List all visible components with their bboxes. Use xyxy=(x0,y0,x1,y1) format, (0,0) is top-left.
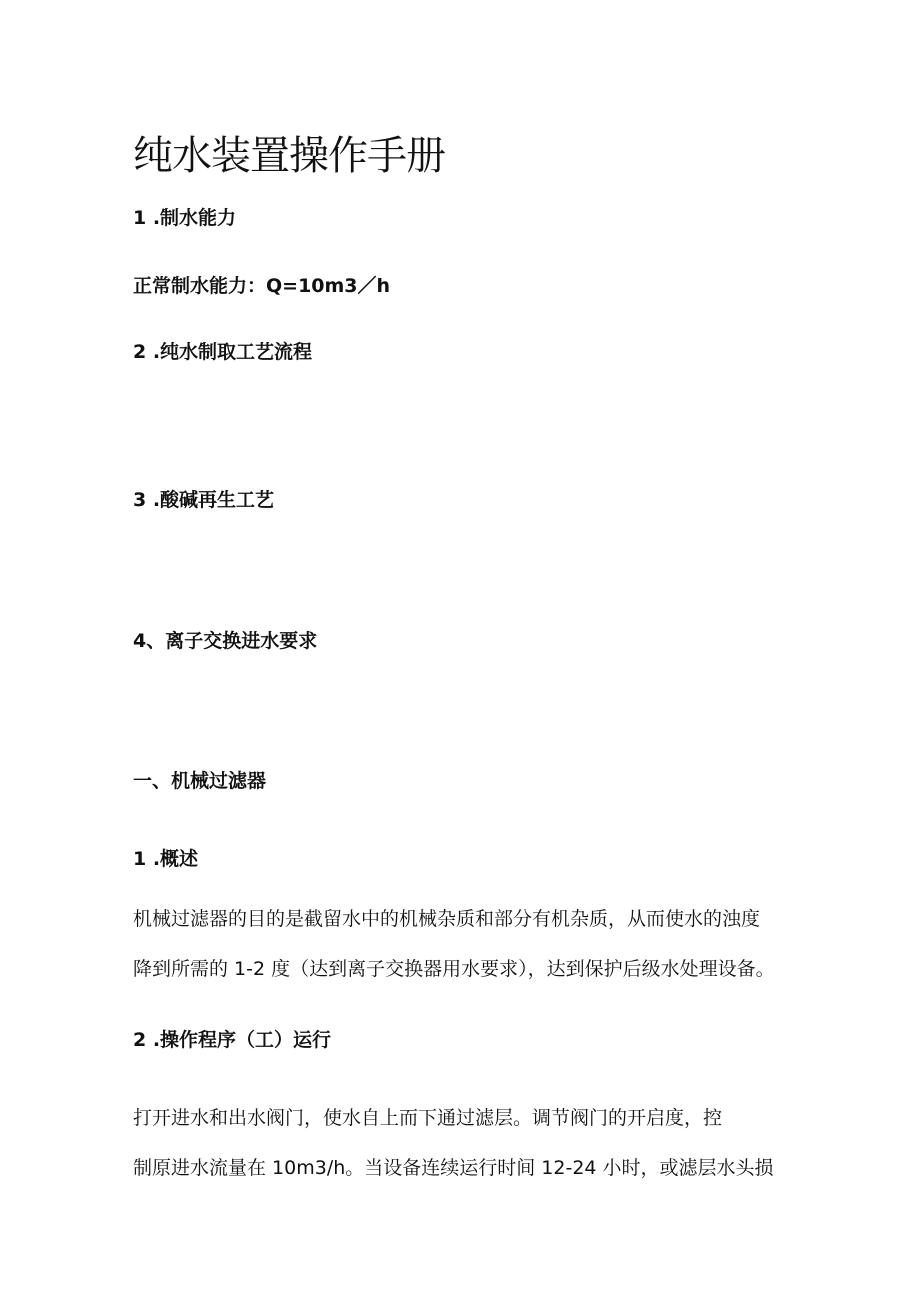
operation-paragraph-line-2: 制原进水流量在 10m3∕h。当设备连续运行时间 12-24 小时，或滤层水头损 xyxy=(133,1157,774,1179)
document-title: 纯水装置操作手册 xyxy=(133,133,445,179)
capacity-value: 正常制水能力：Q=10m3／h xyxy=(133,275,391,297)
section-heading-inlet-requirements: 4、离子交换进水要求 xyxy=(133,630,318,652)
section-heading-operation: 2 .操作程序（工）运行 xyxy=(133,1029,332,1051)
section-heading-overview: 1 .概述 xyxy=(133,848,199,870)
section-heading-process-flow: 2 .纯水制取工艺流程 xyxy=(133,341,313,363)
section-heading-capacity: 1 .制水能力 xyxy=(133,207,237,229)
chapter-heading-mechanical-filter: 一、机械过滤器 xyxy=(133,770,267,792)
operation-paragraph-line-1: 打开进水和出水阀门，使水自上而下通过滤层。调节阀门的开启度，控 xyxy=(133,1107,723,1129)
overview-paragraph-line-2: 降到所需的 1-2 度（达到离子交换器用水要求），达到保护后级水处理设备。 xyxy=(133,958,775,980)
overview-paragraph-line-1: 机械过滤器的目的是截留水中的机械杂质和部分有机杂质，从而使水的浊度 xyxy=(133,908,761,930)
section-heading-regeneration: 3 .酸碱再生工艺 xyxy=(133,489,275,511)
